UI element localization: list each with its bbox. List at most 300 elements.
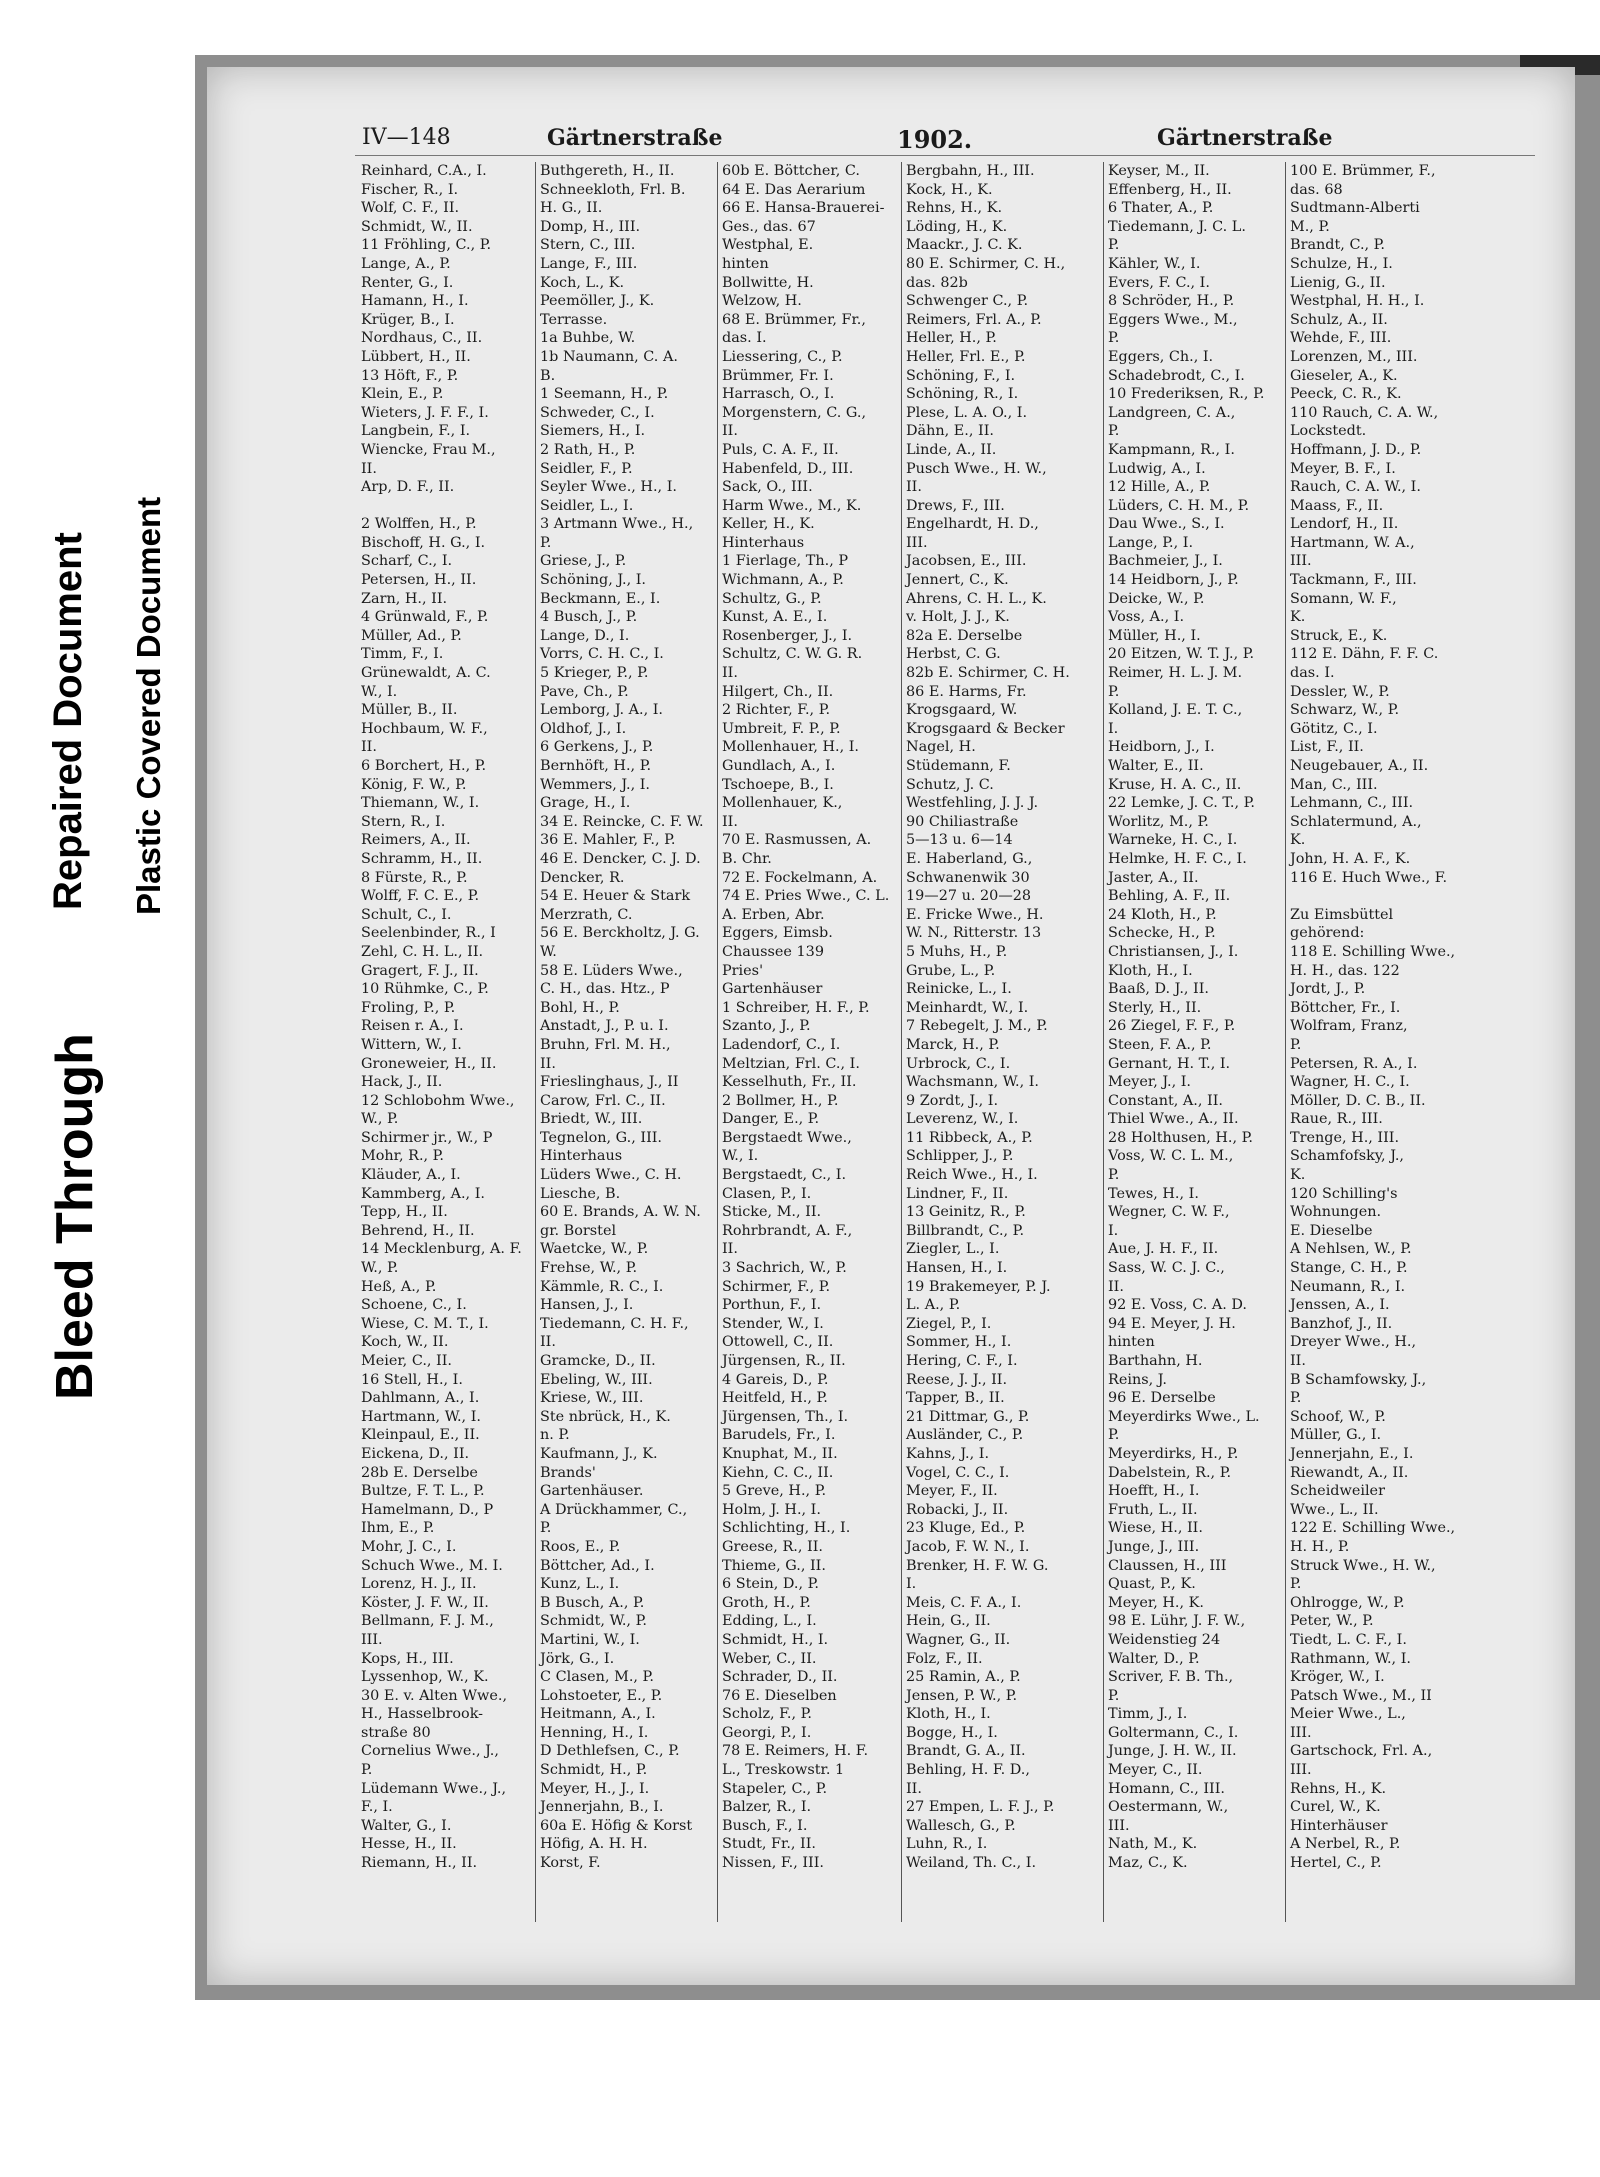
directory-entry: 94 E. Meyer, J. H.: [1108, 1315, 1236, 1332]
directory-entry: Mollenhauer, H., I.: [722, 739, 859, 756]
directory-entry: Hein, G., II.: [906, 1613, 991, 1630]
directory-entry: Kunst, A. E., I.: [722, 609, 828, 626]
directory-entry: 11 Ribbeck, A., P.: [906, 1129, 1033, 1146]
directory-entry: Brandt, G. A., II.: [906, 1743, 1026, 1760]
directory-entry: Kröger, W., I.: [1290, 1669, 1385, 1686]
directory-entry: Hartmann, W. A.,: [1290, 534, 1415, 551]
directory-entry: 24 Kloth, H., P.: [1108, 906, 1217, 923]
directory-entry: Maackr., J. C. K.: [906, 237, 1023, 254]
directory-entry: Ziegler, L., I.: [906, 1241, 1000, 1258]
directory-entry: Kämmle, R. C., I.: [540, 1278, 664, 1295]
directory-entry: Reins, J.: [1108, 1371, 1167, 1388]
directory-entry: Rathmann, W., I.: [1290, 1650, 1411, 1667]
directory-entry: 19 Brakemeyer, P. J.: [906, 1278, 1051, 1295]
directory-entry: Ludwig, A., I.: [1108, 460, 1206, 477]
directory-entry: Thieme, G., II.: [722, 1557, 826, 1574]
directory-entry: Barthahn, H.: [1108, 1353, 1203, 1369]
directory-entry: König, F. W., P.: [361, 776, 467, 793]
directory-entry: Löding, H., K.: [906, 218, 1008, 235]
directory-entry: 11 Fröhling, C., P.: [361, 237, 492, 254]
directory-entry: Sudtmann-Alberti: [1290, 200, 1420, 217]
directory-entry: Sommer, H., I.: [906, 1334, 1012, 1351]
directory-entry: Grube, L., P.: [906, 962, 996, 979]
directory-entry: Möller, D. C. B., II.: [1290, 1092, 1426, 1109]
directory-entry: 72 E. Fockelmann, A.: [722, 869, 878, 886]
directory-column-6: [1285, 162, 1462, 1922]
directory-entry: Sack, O., III.: [722, 479, 813, 496]
directory-entry: [357, 497, 529, 516]
directory-entry: Schecke, H., P.: [1108, 925, 1216, 942]
directory-entry: Waetcke, W., P.: [540, 1241, 649, 1258]
directory-entry: Tepp, H., II.: [361, 1204, 448, 1221]
directory-entry: 98 E. Lühr, J. F. W.,: [1108, 1613, 1246, 1630]
year-title: 1902.: [897, 125, 973, 154]
directory-entry: Maass, F., II.: [1290, 497, 1384, 514]
directory-entry: Wieters, J. F. F., I.: [361, 404, 489, 421]
directory-entry: Bergstaedt Wwe.,: [722, 1129, 852, 1146]
directory-entry: Müller, B., II.: [361, 702, 458, 719]
directory-entry: Tackmann, F., III.: [1290, 572, 1417, 589]
directory-entry: Ausländer, C., P.: [906, 1427, 1024, 1444]
directory-entry: Brümmer, Fr. I.: [722, 367, 834, 384]
directory-entry: II.: [906, 1780, 922, 1797]
directory-entry: Koch, W., II.: [361, 1334, 449, 1351]
directory-entry: Reimers, Frl. A., P.: [906, 311, 1042, 328]
directory-entry: Kiehn, C. C., II.: [722, 1464, 834, 1481]
directory-entry: Folz, F., II.: [906, 1650, 983, 1667]
directory-entry: Kops, H., III.: [361, 1650, 454, 1667]
directory-entry: 2 Richter, F., P.: [722, 702, 831, 719]
directory-entry: Kesselhuth, Fr., II.: [722, 1074, 857, 1091]
directory-entry: Nath, M., K.: [1108, 1836, 1198, 1853]
directory-entry: Lange, P., I.: [1108, 534, 1194, 551]
directory-entry: L. A., P.: [906, 1297, 961, 1314]
directory-column-5: [1103, 162, 1280, 1922]
directory-entry: Wolfram, Franz,: [1290, 1018, 1408, 1035]
directory-entry: Arp, D. F., II.: [361, 479, 455, 496]
directory-entry: Plese, L. A. O., I.: [906, 404, 1028, 421]
directory-entry: Marck, H., P.: [906, 1036, 1000, 1053]
directory-entry: Scharf, C., I.: [361, 553, 453, 570]
directory-entry: Liessering, C., P.: [722, 348, 843, 365]
directory-entry: Schuch Wwe., M. I.: [361, 1557, 503, 1574]
directory-entry: Schulz, A., II.: [1290, 311, 1388, 328]
street-title-right: Gärtnerstraße: [1157, 125, 1333, 151]
directory-entry: Dabelstein, R., P.: [1108, 1464, 1232, 1481]
directory-entry: Korst, F.: [540, 1855, 601, 1872]
directory-entry: 1 Schreiber, H. F., P.: [722, 999, 870, 1016]
directory-entry: Weidenstieg 24: [1108, 1631, 1221, 1648]
directory-entry: Müller, H., I.: [1108, 627, 1201, 644]
directory-entry: Hinterhaus: [722, 534, 805, 551]
directory-entry: Zehl, C. H. L., II.: [361, 943, 484, 960]
directory-entry: Welzow, H.: [722, 293, 802, 310]
directory-entry: Walter, E., II.: [1108, 758, 1204, 774]
directory-entry: Krogsgaard, W.: [906, 702, 1018, 719]
directory-entry: 12 Hille, A., P.: [1108, 479, 1211, 496]
directory-entry: Lorenz, H. J., II.: [361, 1576, 477, 1593]
directory-entry: III.: [906, 534, 928, 551]
directory-entry: Seidler, L., I.: [540, 497, 634, 514]
directory-entry: Billbrandt, C., P.: [906, 1222, 1025, 1239]
directory-entry: Mohr, J. C., I.: [361, 1538, 457, 1555]
directory-entry: Schweder, C., I.: [540, 404, 655, 421]
directory-entry: Umbreit, F. P., P.: [722, 720, 841, 737]
directory-entry: P.: [1290, 1576, 1302, 1593]
directory-entry: Schult, C., I.: [361, 906, 452, 923]
directory-entry: Jennert, C., K.: [906, 572, 1009, 589]
directory-entry: Oldhof, J., I.: [540, 720, 627, 737]
directory-entry: 4 Gareis, D., P.: [722, 1371, 829, 1388]
directory-entry: 8 Fürste, R., P.: [361, 869, 468, 886]
directory-entry: Meis, C. F. A., I.: [906, 1594, 1022, 1611]
directory-entry: Thiel Wwe., A., II.: [1108, 1111, 1239, 1128]
directory-entry: Hilgert, Ch., II.: [722, 683, 834, 700]
directory-entry: Wohnungen.: [1290, 1204, 1382, 1221]
directory-entry: Lorenzen, M., III.: [1290, 348, 1418, 365]
paper-sheet: [207, 67, 1575, 1985]
directory-entry: 6 Borchert, H., P.: [361, 758, 487, 774]
directory-entry: P.: [1108, 423, 1120, 440]
directory-entry: 7 Rebegelt, J. M., P.: [906, 1018, 1048, 1035]
directory-entry: Köster, J. F. W., II.: [361, 1594, 489, 1611]
directory-entry: Brandt, C., P.: [1290, 237, 1386, 254]
directory-entry: 22 Lemke, J. C. T., P.: [1108, 795, 1255, 812]
directory-entry: Hansen, H., I.: [906, 1260, 1008, 1277]
directory-entry: 2 Rath, H., P.: [540, 441, 636, 458]
directory-entry: Gartenhäuser: [722, 981, 823, 998]
directory-entry: Lyssenhop, W., K.: [361, 1669, 489, 1686]
plastic-covered-label: Plastic Covered Document: [130, 496, 167, 915]
directory-entry: Schmidt, W., II.: [361, 218, 473, 235]
directory-entry: Klein, E., P.: [361, 386, 444, 403]
directory-entry: Hamann, H., I.: [361, 293, 469, 310]
directory-entry: Groneweier, H., II.: [361, 1055, 497, 1072]
directory-entry: P.: [1108, 237, 1120, 254]
directory-entry: P.: [1108, 1427, 1120, 1444]
directory-entry: E. Dieselbe: [1290, 1222, 1373, 1239]
directory-entry: Effenberg, H., II.: [1108, 181, 1232, 198]
directory-entry: Lemborg, J. A., I.: [540, 702, 664, 719]
directory-entry: II.: [722, 1241, 738, 1258]
directory-entry: Schwanenwik 30: [906, 869, 1030, 886]
directory-entry: Stender, W., I.: [722, 1315, 824, 1332]
directory-entry: Curel, W., K.: [1290, 1799, 1381, 1816]
directory-entry: Meyerdirks Wwe., L.: [1108, 1408, 1260, 1425]
directory-entry: I.: [906, 1576, 917, 1593]
directory-entry: Ihm, E., P.: [361, 1520, 435, 1537]
directory-entry: 20 Eitzen, W. T. J., P.: [1108, 646, 1255, 663]
directory-entry: 46 E. Dencker, C. J. D.: [540, 850, 701, 867]
directory-entry: Nagel, H.: [906, 739, 976, 756]
directory-entry: Schlatermund, A.,: [1290, 813, 1422, 830]
directory-entry: Lehmann, C., III.: [1290, 795, 1414, 812]
directory-entry: 3 Artmann Wwe., H.,: [540, 516, 694, 533]
directory-entry: Stern, R., I.: [361, 813, 446, 830]
directory-entry: 6 Thater, A., P.: [1108, 200, 1214, 217]
directory-entry: Neugebauer, A., II.: [1290, 758, 1429, 774]
directory-entry: v. Holt, J. J., K.: [906, 609, 1010, 626]
directory-entry: Schrader, D., II.: [722, 1669, 838, 1686]
directory-entry: II.: [361, 739, 377, 756]
directory-entry: Timm, J., I.: [1108, 1706, 1188, 1723]
directory-entry: Bohl, H., P.: [540, 999, 620, 1016]
directory-entry: Zu Eimsbüttel: [1290, 906, 1394, 923]
directory-entry: 60b E. Böttcher, C.: [722, 163, 860, 179]
directory-entry: Jürgensen, Th., I.: [722, 1408, 849, 1425]
directory-entry: Wehde, F., III.: [1290, 330, 1392, 347]
directory-columns: [357, 162, 1547, 1922]
directory-entry: Dahlmann, A., I.: [361, 1390, 480, 1407]
directory-entry: Terrasse.: [540, 311, 608, 328]
directory-entry: Peter, W., P.: [1290, 1613, 1374, 1630]
directory-entry: Schutz, J. C.: [906, 776, 994, 793]
directory-entry: 5 Muhs, H., P.: [906, 943, 1008, 960]
directory-entry: Hack, J., II.: [361, 1074, 443, 1091]
directory-entry: Claussen, H., III: [1108, 1557, 1227, 1574]
directory-entry: Voss, W. C. L. M.,: [1108, 1148, 1234, 1165]
directory-entry: 82b E. Schirmer, C. H.: [906, 665, 1070, 682]
directory-entry: Schöning, J., I.: [540, 572, 646, 589]
directory-entry: Heitmann, A., I.: [540, 1706, 656, 1723]
directory-entry: Bellmann, F. J. M.,: [361, 1613, 494, 1630]
directory-entry: 28b E. Derselbe: [361, 1464, 478, 1481]
directory-entry: Tiedemann, J. C. L.: [1108, 218, 1246, 235]
directory-entry: C. H., das. Htz., P: [540, 981, 670, 998]
directory-entry: Meyer, J., I.: [1108, 1074, 1191, 1091]
directory-entry: n. P.: [540, 1427, 570, 1444]
directory-entry: 5—13 u. 6—14: [906, 832, 1013, 849]
directory-entry: Scheidweiler: [1290, 1483, 1385, 1500]
directory-entry: Mohr, R., P.: [361, 1148, 445, 1165]
directory-entry: 116 E. Huch Wwe., F.: [1290, 869, 1448, 886]
directory-entry: Warneke, H. C., I.: [1108, 832, 1238, 849]
directory-column-4: [901, 162, 1098, 1922]
directory-entry: Engelhardt, H. D.,: [906, 516, 1039, 533]
directory-column-2: [535, 162, 712, 1922]
directory-entry: 8 Schröder, H., P.: [1108, 293, 1235, 310]
directory-entry: Schlipper, J., P.: [906, 1148, 1014, 1165]
directory-entry: Hamelmann, D., P: [361, 1501, 494, 1518]
directory-entry: Schoof, W., P.: [1290, 1408, 1386, 1425]
directory-entry: Bergstaedt, C., I.: [722, 1167, 847, 1184]
directory-entry: Ges., das. 67: [722, 218, 816, 235]
directory-entry: Kunz, L., I.: [540, 1576, 620, 1593]
directory-entry: Wachsmann, W., I.: [906, 1074, 1039, 1091]
directory-entry: Evers, F. C., I.: [1108, 274, 1210, 291]
directory-entry: P.: [1108, 1167, 1120, 1184]
directory-entry: hinten: [1108, 1334, 1155, 1351]
page-number: IV—148: [362, 125, 451, 150]
directory-entry: A Nehlsen, W., P.: [1290, 1241, 1412, 1258]
directory-entry: 10 Rühmke, C., P.: [361, 981, 489, 998]
directory-entry: Holm, J. H., I.: [722, 1501, 821, 1518]
directory-entry: 58 E. Lüders Wwe.,: [540, 962, 683, 979]
directory-entry: Meltzian, Frl. C., I.: [722, 1055, 860, 1072]
directory-entry: 74 E. Pries Wwe., C. L.: [722, 888, 890, 905]
directory-entry: II.: [722, 813, 738, 830]
directory-entry: Vorrs, C. H. C., I.: [540, 646, 664, 663]
directory-entry: 82a E. Derselbe: [906, 627, 1023, 644]
directory-entry: Schadebrodt, C., I.: [1108, 367, 1245, 384]
directory-entry: A Nerbel, R., P.: [1290, 1836, 1401, 1853]
directory-entry: Behling, H. F. D.,: [906, 1762, 1030, 1779]
directory-entry: Ladendorf, C., I.: [722, 1036, 841, 1053]
directory-entry: Voss, A., I.: [1108, 609, 1185, 626]
directory-entry: Meyer, H., K.: [1108, 1594, 1204, 1611]
directory-entry: I.: [1108, 1222, 1119, 1239]
directory-entry: Bergbahn, H., III.: [906, 163, 1035, 179]
directory-entry: 76 E. Dieselben: [722, 1687, 837, 1704]
directory-entry: Hering, C. F., I.: [906, 1353, 1018, 1369]
directory-entry: [1286, 887, 1462, 906]
directory-entry: straße 80: [361, 1724, 431, 1741]
directory-entry: Bernhöft, H., P.: [540, 758, 652, 774]
directory-entry: das. I.: [722, 330, 767, 347]
directory-entry: Seidler, F., P.: [540, 460, 633, 477]
directory-entry: 2 Wolffen, H., P.: [361, 516, 477, 533]
directory-entry: 1b Naumann, C. A.: [540, 348, 678, 365]
directory-entry: Pries': [722, 962, 764, 979]
directory-entry: Hertel, C., P.: [1290, 1855, 1382, 1872]
directory-entry: Edding, L., I.: [722, 1613, 817, 1630]
directory-entry: Nordhaus, C., II.: [361, 330, 483, 347]
directory-entry: III.: [1290, 1724, 1312, 1741]
directory-entry: Man, C., III.: [1290, 776, 1378, 793]
directory-entry: Eggers Wwe., M.,: [1108, 311, 1238, 328]
directory-entry: Ahrens, C. H. L., K.: [906, 590, 1047, 607]
directory-entry: Renter, G., I.: [361, 274, 454, 291]
directory-entry: Jennerjahn, E., I.: [1290, 1445, 1414, 1462]
directory-entry: Bogge, H., I.: [906, 1724, 998, 1741]
directory-entry: B Schamfowsky, J.,: [1290, 1371, 1427, 1388]
directory-entry: 56 E. Berckholtz, J. G.: [540, 925, 700, 942]
directory-entry: Kähler, W., I.: [1108, 255, 1201, 272]
directory-entry: Porthun, F., I.: [722, 1297, 822, 1314]
directory-entry: Wemmers, J., I.: [540, 776, 650, 793]
directory-entry: Schamfofsky, J.,: [1290, 1148, 1404, 1165]
directory-entry: Lübbert, H., II.: [361, 348, 471, 365]
directory-entry: Lohstoeter, E., P.: [540, 1687, 663, 1704]
directory-entry: Junge, J., III.: [1108, 1538, 1200, 1555]
directory-entry: Stange, C. H., P.: [1290, 1260, 1408, 1277]
directory-entry: Busch, F., I.: [722, 1817, 808, 1834]
directory-entry: Schmidt, H., I.: [722, 1631, 829, 1648]
directory-entry: Domp, H., III.: [540, 218, 641, 235]
directory-entry: H., Hasselbrook-: [361, 1706, 484, 1723]
directory-entry: II.: [722, 423, 738, 440]
directory-entry: 86 E. Harms, Fr.: [906, 683, 1027, 700]
directory-entry: Baaß, D. J., II.: [1108, 981, 1209, 998]
directory-entry: Rauch, C. A. W., I.: [1290, 479, 1421, 496]
directory-entry: Kampmann, R., I.: [1108, 441, 1235, 458]
directory-entry: K.: [1290, 832, 1306, 849]
directory-entry: Schöning, R., I.: [906, 386, 1019, 403]
directory-entry: W. N., Ritterstr. 13: [906, 925, 1042, 942]
directory-entry: Jaster, A., II.: [1108, 869, 1199, 886]
directory-entry: Raue, R., III.: [1290, 1111, 1383, 1128]
directory-entry: Jacobsen, E., III.: [906, 553, 1027, 570]
directory-entry: 13 Geinitz, R., P.: [906, 1204, 1026, 1221]
directory-entry: Jörk, G., I.: [540, 1650, 615, 1667]
directory-entry: Tapper, B., II.: [906, 1390, 1005, 1407]
directory-entry: Krogsgaard & Becker: [906, 720, 1065, 737]
directory-entry: II.: [1108, 1278, 1124, 1295]
directory-entry: Merzrath, C.: [540, 906, 633, 923]
directory-entry: Lindner, F., II.: [906, 1185, 1009, 1202]
directory-entry: Schirmer, F., P.: [722, 1278, 831, 1295]
directory-entry: das. 82b: [906, 274, 968, 291]
directory-entry: F., I.: [361, 1799, 393, 1816]
directory-entry: Frehse, W., P.: [540, 1260, 638, 1277]
directory-entry: Heller, H., P.: [906, 330, 997, 347]
directory-entry: M., P.: [1290, 218, 1330, 235]
directory-entry: Schwenger C., P.: [906, 293, 1029, 310]
directory-entry: Buthgereth, H., II.: [540, 163, 675, 179]
directory-entry: Ziegel, P., I.: [906, 1315, 992, 1332]
directory-entry: Hoefft, H., I.: [1108, 1483, 1200, 1500]
directory-entry: 54 E. Heuer & Stark: [540, 888, 691, 905]
directory-entry: Georgi, P., I.: [722, 1724, 812, 1741]
directory-entry: Koch, L., K.: [540, 274, 625, 291]
directory-entry: Greese, R., II.: [722, 1538, 823, 1555]
directory-entry: Grage, H., I.: [540, 795, 631, 812]
directory-entry: 14 Mecklenburg, A. F.: [361, 1241, 522, 1258]
directory-entry: Seelenbinder, R., I: [361, 925, 496, 942]
directory-entry: Scholz, F., P.: [722, 1706, 812, 1723]
directory-entry: List, F., II.: [1290, 739, 1364, 756]
directory-entry: 120 Schilling's: [1290, 1185, 1398, 1202]
directory-entry: 12 Schlobohm Wwe.,: [361, 1092, 515, 1109]
directory-entry: III.: [1290, 553, 1312, 570]
directory-entry: Schoene, C., I.: [361, 1297, 467, 1314]
directory-entry: Behrend, H., II.: [361, 1222, 475, 1239]
directory-entry: Brenker, H. F. W. G.: [906, 1557, 1049, 1574]
directory-entry: 92 E. Voss, C. A. D.: [1108, 1297, 1247, 1314]
directory-entry: Meyer, F., II.: [906, 1483, 998, 1500]
directory-entry: Gernant, H. T., I.: [1108, 1055, 1231, 1072]
directory-entry: Stüdemann, F.: [906, 758, 1011, 774]
side-label-panel: [0, 0, 200, 2177]
directory-entry: 70 E. Rasmussen, A.: [722, 832, 872, 849]
directory-entry: Quast, P., K.: [1108, 1576, 1196, 1593]
directory-entry: Walter, D., P.: [1108, 1650, 1200, 1667]
scanned-page: [195, 55, 1600, 2000]
directory-entry: Kock, H., K.: [906, 181, 993, 198]
directory-entry: 66 E. Hansa-Brauerei-: [722, 200, 885, 217]
directory-entry: III.: [361, 1631, 383, 1648]
directory-entry: 5 Krieger, P., P.: [540, 665, 649, 682]
directory-entry: K.: [1290, 609, 1306, 626]
directory-entry: Deicke, W., P.: [1108, 590, 1205, 607]
directory-entry: Robacki, J., II.: [906, 1501, 1009, 1518]
directory-entry: II.: [540, 1334, 556, 1351]
directory-entry: Langbein, F., I.: [361, 423, 471, 440]
directory-entry: Fruth, L., II.: [1108, 1501, 1198, 1518]
directory-entry: A. Erben, Abr.: [722, 906, 825, 923]
directory-entry: Anstadt, J., P. u. I.: [540, 1018, 669, 1035]
directory-entry: Meier, C., II.: [361, 1353, 452, 1369]
directory-entry: Luhn, R., I.: [906, 1836, 988, 1853]
directory-entry: Siemers, H., I.: [540, 423, 646, 440]
directory-entry: Heitfeld, H., P.: [722, 1390, 828, 1407]
directory-entry: Schmidt, H., P.: [540, 1762, 648, 1779]
directory-entry: 34 E. Reincke, C. F. W.: [540, 813, 704, 830]
directory-entry: Wittern, W., I.: [361, 1036, 462, 1053]
directory-entry: Puls, C. A. F., II.: [722, 441, 839, 458]
directory-entry: Briedt, W., III.: [540, 1111, 643, 1128]
directory-entry: Wagner, H. C., I.: [1290, 1074, 1410, 1091]
